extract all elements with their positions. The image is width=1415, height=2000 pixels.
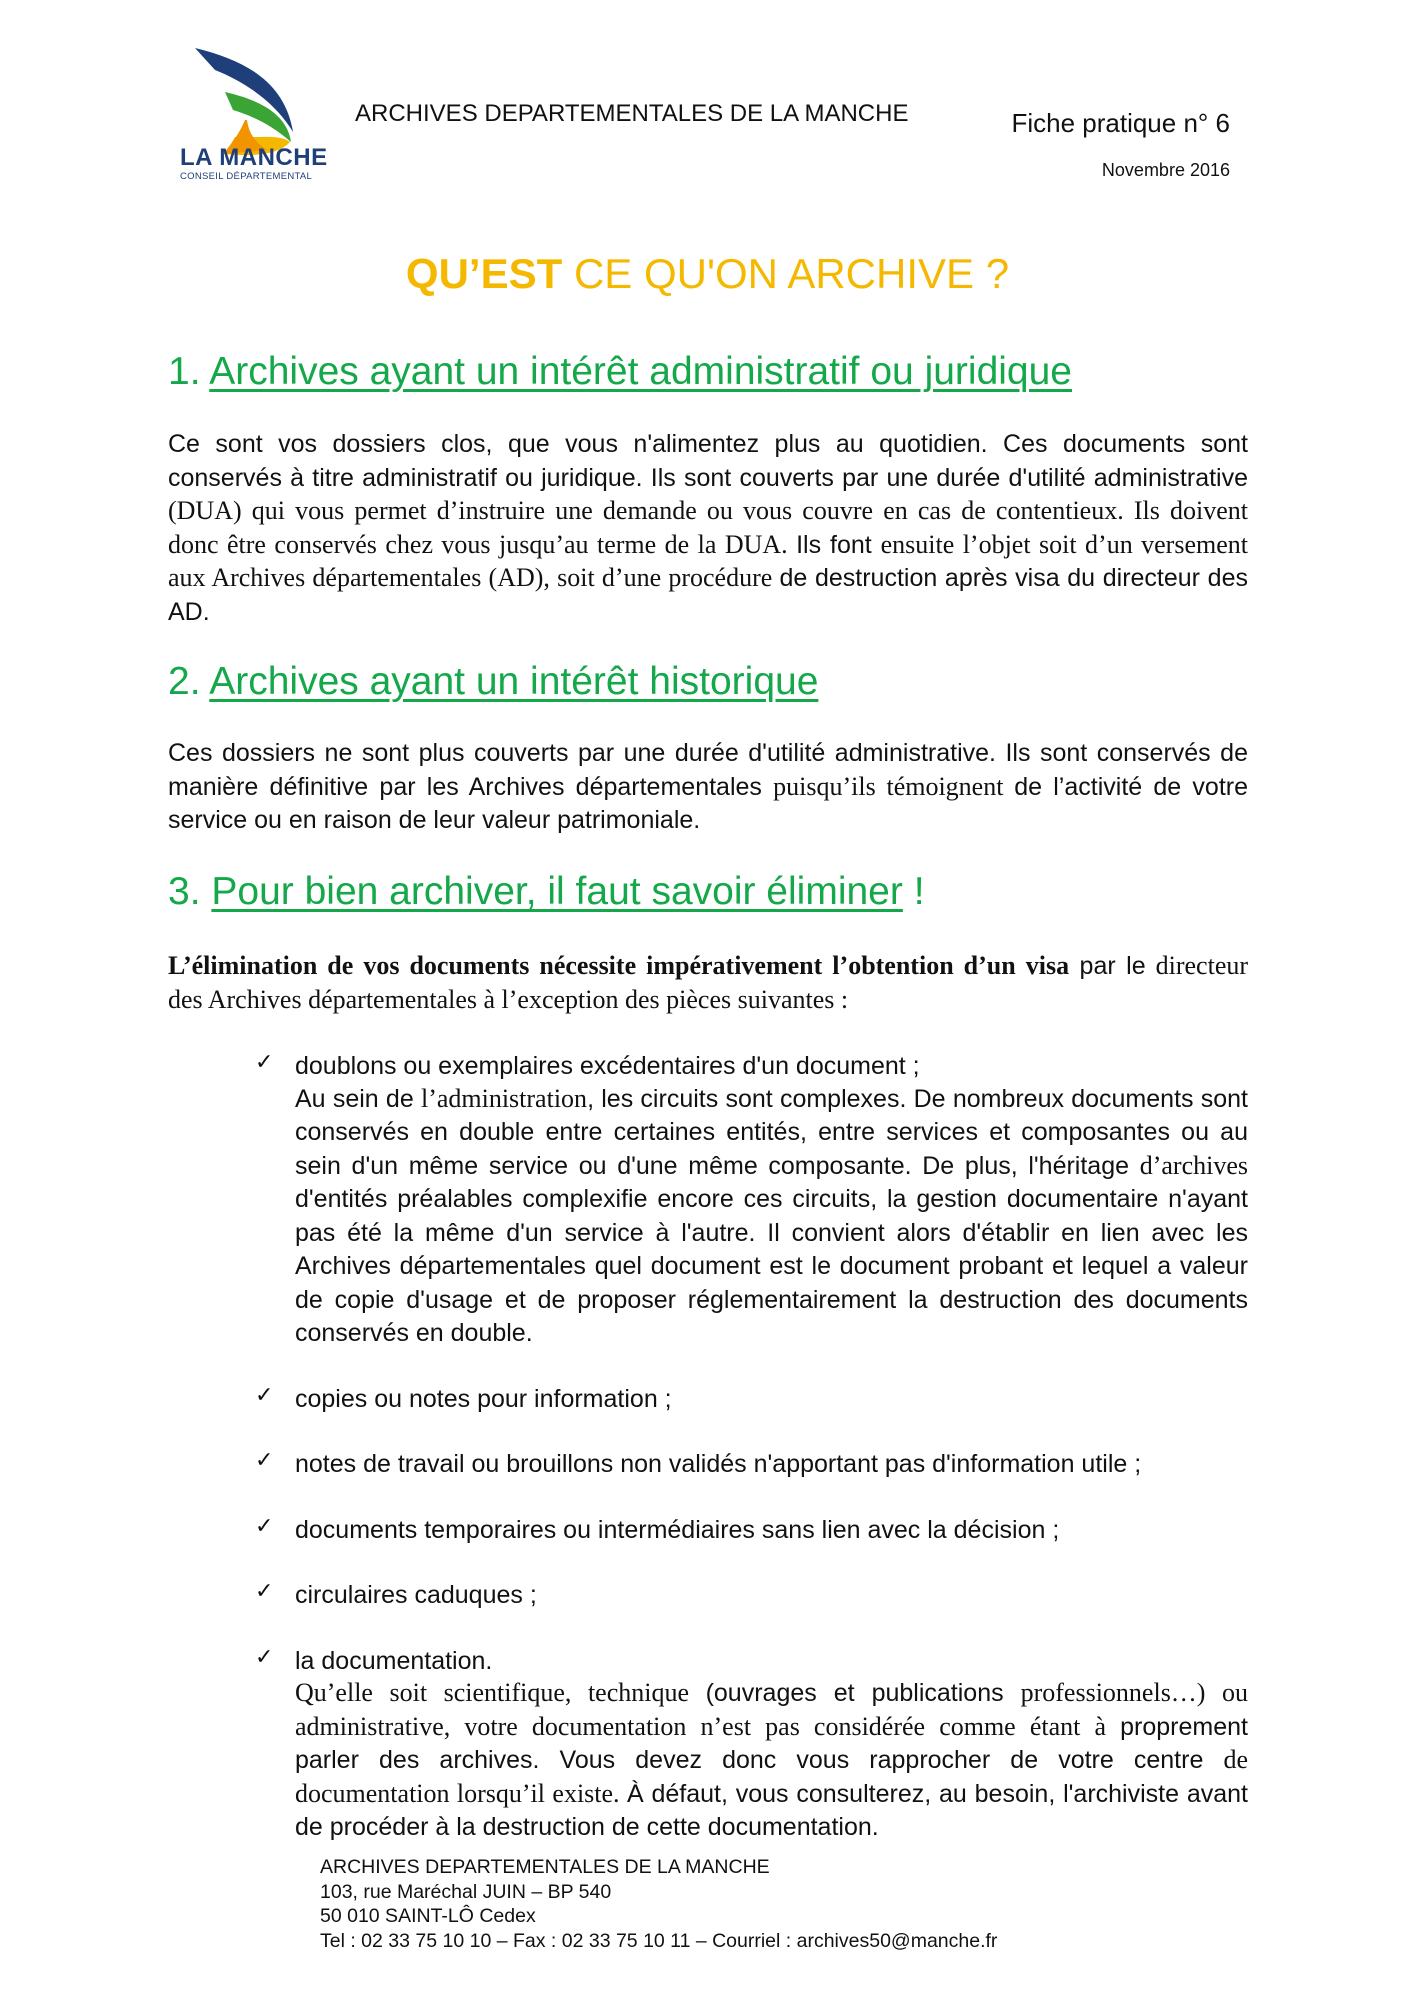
section-title: Archives ayant un intérêt historique (209, 660, 819, 703)
list-item: ✓ doublons ou exemplaires excédentaires d'un document ; Au sein de l’administration, les circuits sont complexes. De nombreux documents sont conservés en double entre certaines entités, entre services et composantes ou au sein d'un même service ou d'une même composante. De plus, l'héritage d’archives d'entités préalables complexifie encore ces circuits, la gestion documentaire n'ayant pas été la même d'un service à l'autre. Il convient alors d'établir en lien avec les Archives départementales quel document est le document probant et lequel a valeur de copie d'usage et de proposer réglementairement la destruction des documents conservés en double. (255, 1050, 1248, 1351)
footer-street: 103, rue Maréchal JUIN – BP 540 (320, 1880, 612, 1903)
check-icon: ✓ (255, 1382, 274, 1408)
section-title: Archives ayant un intérêt administratif ou juridique (209, 350, 1072, 393)
section-2-heading (168, 660, 818, 704)
check-icon: ✓ (255, 1050, 274, 1075)
footer-contact: Tel : 02 33 75 10 10 – Fax : 02 33 75 10 11 – Courriel : archives50@manche.fr (320, 1929, 998, 1952)
check-icon: ✓ (255, 1448, 274, 1473)
list-item: ✓ la documentation. Qu’elle soit scientifique, technique (ouvrages et publications professionnels…) ou administrative, votre documentation n’est pas considérée comme étant à proprement parler des archives. Vous devez donc vous rapprocher de votre centre de documentation lorsqu’il existe. À défaut, vous consulterez, au besoin, l'archiviste avant de procéder à la destruction de cette documentation. (255, 1645, 1248, 1845)
footer-city: 50 010 SAINT-LÔ Cedex (320, 1905, 536, 1927)
list-item: ✓ documents temporaires ou intermédiaires sans lien avec la décision ; (255, 1513, 1060, 1544)
section-3-heading (168, 870, 925, 914)
section-1-body (168, 428, 1248, 629)
section-2-body (168, 737, 1248, 838)
list-item: ✓ notes de travail ou brouillons non validés n'apportant pas d'information utile ; (255, 1448, 1142, 1478)
title-bold: QU’EST (405, 250, 563, 297)
intro-bold: L’élimination de vos documents nécessite impérativement l’obtention d’un visa (168, 951, 1070, 980)
footer-organization: ARCHIVES DEPARTEMENTALES DE LA MANCHE (320, 1856, 770, 1878)
section-1-paragraph: Ce sont vos dossiers clos, que vous n'alimentez plus au quotidien. Ces documents sont conservés à titre administratif ou juridique. Ils sont couverts par une durée d'utilité administrative (DUA) qui vous permet d’instruire une demande ou vous couvre en cas de contentieux. Ils doivent donc être conservés chez vous jusqu’au terme de la DUA. Ils font ensuite l’objet soit d’un versement aux Archives départementales (AD), soit d’une procédure de destruction après visa du directeur des AD. (168, 430, 1248, 626)
check-icon: ✓ (255, 1513, 274, 1539)
section-suffix: ! (902, 870, 925, 913)
exceptions-list (255, 1050, 1248, 1845)
logo-subtitle: CONSEIL DÉPARTEMENTAL (180, 171, 313, 182)
list-item-detail: Qu’elle soit scientifique, technique (ouvrages et publications professionnels…) ou administrative, votre documentation n’est pas considérée comme étant à proprement parler des archives. Vous devez donc vous rapprocher de votre centre de documentation lorsqu’il existe. À défaut, vous consulterez, au besoin, l'archiviste avant de procéder à la destruction de cette documentation. (295, 1678, 1249, 1841)
logo-title: LA MANCHE (180, 144, 328, 171)
list-item: ✓ circulaires caduques ; (255, 1579, 537, 1609)
section-1-heading (168, 350, 1072, 394)
section-3-intro (168, 950, 1248, 1017)
logo-text (180, 145, 328, 183)
footer-address (320, 1855, 997, 1953)
document-date: Novembre 2016 (1101, 160, 1230, 180)
list-item: ✓ copies ou notes pour information ; (255, 1382, 672, 1413)
list-item-detail: Au sein de l’administration, les circuits sont complexes. De nombreux documents sont conservés en double entre certaines entités, entre services et composantes ou au sein d'un même service ou d'une même composante. De plus, l'héritage d’archives d'entités préalables complexifie encore ces circuits, la gestion documentaire n'ayant pas été la même d'un service à l'autre. Il convient alors d'établir en lien avec les Archives départementales quel document est le document probant et lequel a valeur de copie d'usage et de proposer réglementairement la destruction des documents conservés en double. (295, 1083, 1248, 1347)
check-icon: ✓ (255, 1644, 274, 1670)
section-number: 3. (168, 870, 212, 913)
header-organization: ARCHIVES DEPARTEMENTALES DE LA MANCHE (355, 100, 909, 127)
title-rest: CE QU'ON ARCHIVE ? (562, 250, 1010, 297)
section-number: 2. (168, 660, 210, 703)
section-number: 1. (168, 350, 210, 393)
section-title: Pour bien archiver, il faut savoir éliminer (211, 870, 903, 913)
page-title (0, 250, 1415, 298)
section-3-paragraph: L’élimination de vos documents nécessite impérativement l’obtention d’un visa par le directeur des Archives départementales à l’exception des pièces suivantes : (168, 951, 1249, 1014)
check-icon: ✓ (255, 1579, 274, 1604)
fiche-number: Fiche pratique n° 6 (1011, 108, 1230, 138)
section-2-paragraph: Ces dossiers ne sont plus couverts par une durée d'utilité administrative. Ils sont conservés de manière définitive par les Archives départementales puisqu’ils témoignent de l’activité de votre service ou en raison de leur valeur patrimoniale. (168, 739, 1248, 834)
